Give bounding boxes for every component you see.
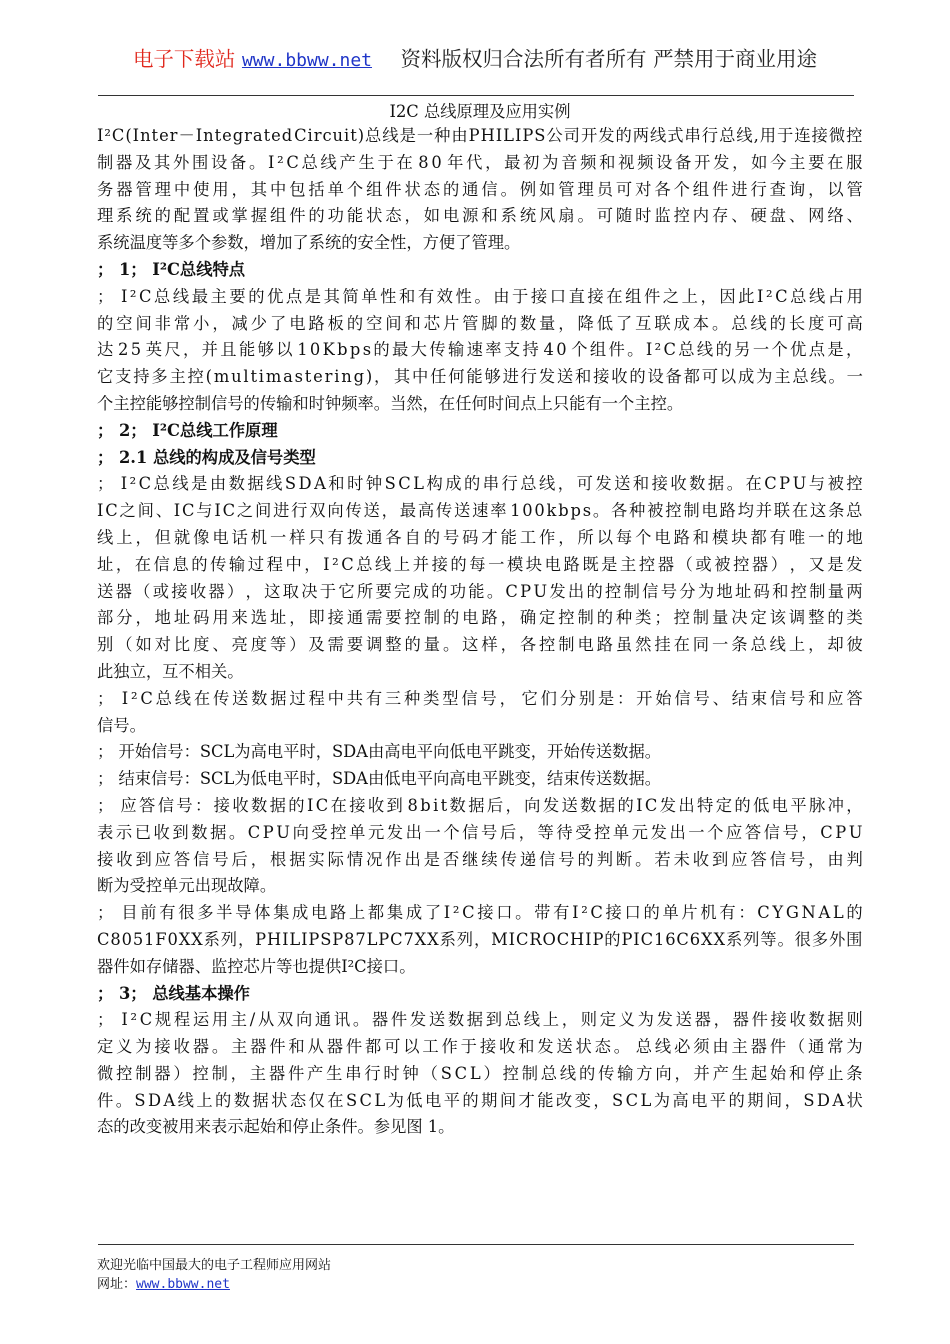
- document-title: I2C 总线原理及应用实例: [389, 102, 571, 121]
- text-line: 器件如存储器、监控芯片等也提供I²C接口。: [97, 956, 416, 976]
- header-divider: [98, 95, 854, 96]
- footer-url-row: [97, 1275, 331, 1294]
- text-line: 部 分 ， 地 址 码 用 来 选 址 ， 即 接 通 需 要 控 制 的 电 路 ， 确 定 控 制 的 种 类 ； 控 制 量 决 定 该 调 整 的 类: [97, 608, 863, 628]
- text-line: 送 器 （ 或 接 收 器 ） ， 这 取 决 于 它 所 要 完 成 的 功 能 。 C P U 发 出 的 控 制 信 号 分 为 地 址 码 和 控 制 量 两: [97, 581, 863, 601]
- text-line: 它 支 持 多 主 控 ( m u l t i m a s t e r i n g ) ， 其 中 任 何 能 够 进 行 发 送 和 接 收 的 设 备 都 可 以 成 为 主 总 线 。 一: [97, 367, 863, 387]
- text-line: 址 ， 在 信 息 的 传 输 过 程 中 ， I ² C 总 线 上 并 接 的 每 一 模 块 电 路 既 是 主 控 器 （ 或 被 控 器 ） ， 又 是 发: [97, 554, 863, 574]
- text-line: ； 目 前 有 很 多 半 导 体 集 成 电 路 上 都 集 成 了 I ² C 接 口 。 带 有 I ² C 接 口 的 单 片 机 有 ： C Y G N A L 的: [97, 903, 863, 923]
- text-line: 理 系 统 的 配 置 或 掌 握 组 件 的 功 能 状 态 ， 如 电 源 和 系 统 风 扇 。 可 随 时 监 控 内 存 、 硬 盘 、 网 络 、: [97, 206, 863, 226]
- text-line: I ² C ( I n t e r － I n t e g r a t e d C i r c u i t ) 总 线 是 一 种 由 P H I L I P S 公 司 开 发 的 两 线 式 串 行 总 线 , 用 于 连 接 微 控: [97, 126, 863, 145]
- site-name: 电子下载站: [132, 47, 236, 71]
- text-line: ； I ² C 总 线 是 由 数 据 线 S D A 和 时 钟 S C L 构 成 的 串 行 总 线 ， 可 发 送 和 接 收 数 据 。 在 C P U 与 被 控: [97, 474, 863, 494]
- text-line: 达 2 5 英 尺 ， 并 且 能 够 以 1 0 K b p s 的 最 大 传 输 速 率 支 持 4 0 个 组 件 。 I ² C 总 线 的 另 一 个 优 点 是 ，: [97, 340, 863, 360]
- text-line: I C 之 间 、 I C 与 I C 之 间 进 行 双 向 传 送 ， 最 高 传 送 速 率 1 0 0 k b p s 。 各 种 被 控 制 电 路 均 并 联 在 这 条 总: [97, 501, 863, 521]
- text-line: ； I ² C 总 线 最 主 要 的 优 点 是 其 简 单 性 和 有 效 性 。 由 于 接 口 直 接 在 组 件 之 上 ， 因 此 I ² C 总 线 占 用: [97, 286, 863, 306]
- document-text: [97, 123, 863, 1141]
- text-line: 的 空 间 非 常 小 ， 减 少 了 电 路 板 的 空 间 和 芯 片 管 脚 的 数 量 ， 降 低 了 互 联 成 本 。 总 线 的 长 度 可 高: [97, 313, 863, 333]
- text-line: 件 。 S D A 线 上 的 数 据 状 态 仅 在 S C L 为 低 电 平 的 期 间 才 能 改 变 ， S C L 为 高 电 平 的 期 间 ， S D A 状: [97, 1090, 863, 1110]
- text-line: ； 应 答 信 号 ： 接 收 数 据 的 I C 在 接 收 到 8 b i t 数 据 后 ， 向 发 送 数 据 的 I C 发 出 特 定 的 低 电 平 脉 冲 ，: [97, 795, 863, 815]
- footer-url-link[interactable]: www.bbww.net: [136, 1277, 230, 1292]
- page-header: [0, 42, 950, 72]
- text-line: 表 示 已 收 到 数 据 。 C P U 向 受 控 单 元 发 出 一 个 信 号 后 ， 等 待 受 控 单 元 发 出 一 个 应 答 信 号 ， C P U: [97, 822, 863, 842]
- text-line: ； 开始信号：SCL为高电平时，SDA由高电平向低电平跳变，开始传送数据。: [97, 742, 662, 762]
- section-heading: ； 2.1 总线的构成及信号类型: [97, 447, 316, 467]
- footer-divider: [98, 1244, 854, 1245]
- text-line: 别 （ 如 对 比 度 、 亮 度 等 ） 及 需 要 调 整 的 量 。 这 样 ， 各 控 制 电 路 虽 然 挂 在 同 一 条 总 线 上 ， 却 彼: [97, 635, 863, 655]
- text-line: 断为受控单元出现故障。: [97, 876, 277, 896]
- text-line: 此独立，互不相关。: [97, 661, 244, 681]
- section-heading: ； 2； I²C总线工作原理: [97, 420, 278, 440]
- text-line: 微 控 制 器 ） 控 制 ， 主 器 件 产 生 串 行 时 钟 （ S C L ） 控 制 总 线 的 传 输 方 向 ， 并 产 生 起 始 和 停 止 条: [97, 1063, 863, 1083]
- text-line: 个主控能够控制信号的传输和时钟频率。当然，在任何时间点上只能有一个主控。: [97, 393, 684, 413]
- footer-welcome: 欢迎光临中国最大的电子工程师应用网站: [97, 1258, 332, 1273]
- text-line: ； I ² C 规 程 运 用 主 / 从 双 向 通 讯 。 器 件 发 送 数 据 到 总 线 上 ， 则 定 义 为 发 送 器 ， 器 件 接 收 数 据 则: [97, 1010, 863, 1030]
- text-line: ； I ² C 总 线 在 传 送 数 据 过 程 中 共 有 三 种 类 型 信 号 ， 它 们 分 别 是 ： 开 始 信 号 、 结 束 信 号 和 应 答: [97, 688, 863, 708]
- copyright-notice: 资料版权归合法所有者所有 严禁用于商业用途: [400, 47, 818, 71]
- text-line: 接 收 到 应 答 信 号 后 ， 根 据 实 际 情 况 作 出 是 否 继 续 传 递 信 号 的 判 断 。 若 未 收 到 应 答 信 号 ， 由 判: [97, 849, 863, 869]
- text-line: 定 义 为 接 收 器 。 主 器 件 和 从 器 件 都 可 以 工 作 于 接 收 和 发 送 状 态 。 总 线 必 须 由 主 器 件 （ 通 常 为: [97, 1037, 863, 1057]
- document-body: [97, 101, 863, 1141]
- text-line: C 8 0 5 1 F 0 X X 系 列 ， P H I L I P S P 8 7 L P C 7 X X 系 列 ， M I C R O C H I P 的 P I C 1 6 C 6 X X 系 列 等 。 很 多 外 围: [97, 929, 863, 949]
- text-line: 务 器 管 理 中 使 用 ， 其 中 包 括 单 个 组 件 状 态 的 通 信 。 例 如 管 理 员 可 对 各 个 组 件 进 行 查 询 ， 以 管: [97, 179, 863, 199]
- text-line: 系统温度等多个参数，增加了系统的安全性，方便了管理。: [97, 233, 521, 253]
- section-heading: ； 3； 总线基本操作: [97, 983, 250, 1003]
- section-heading: ； 1； I²C总线特点: [97, 259, 246, 279]
- text-line: 线 上 ， 但 就 像 电 话 机 一 样 只 有 拨 通 各 自 的 号 码 才 能 工 作 ， 所 以 每 个 电 路 和 模 块 都 有 唯 一 的 地: [97, 527, 863, 547]
- footer-url-label: 网址：: [97, 1277, 137, 1292]
- text-line: 制 器 及 其 外 围 设 备 。 I ² C 总 线 产 生 于 在 8 0 年 代 ， 最 初 为 音 频 和 视 频 设 备 开 发 ， 如 今 主 要 在 服: [97, 152, 863, 172]
- page-footer: [97, 1256, 331, 1294]
- text-line: 信号。: [97, 715, 146, 735]
- text-line: 态的改变被用来表示起始和停止条件。参见图 1。: [97, 1117, 455, 1137]
- site-url-link[interactable]: www.bbww.net: [241, 50, 373, 71]
- text-line: ； 结束信号：SCL为低电平时，SDA由低电平向高电平跳变，结束传送数据。: [97, 769, 662, 789]
